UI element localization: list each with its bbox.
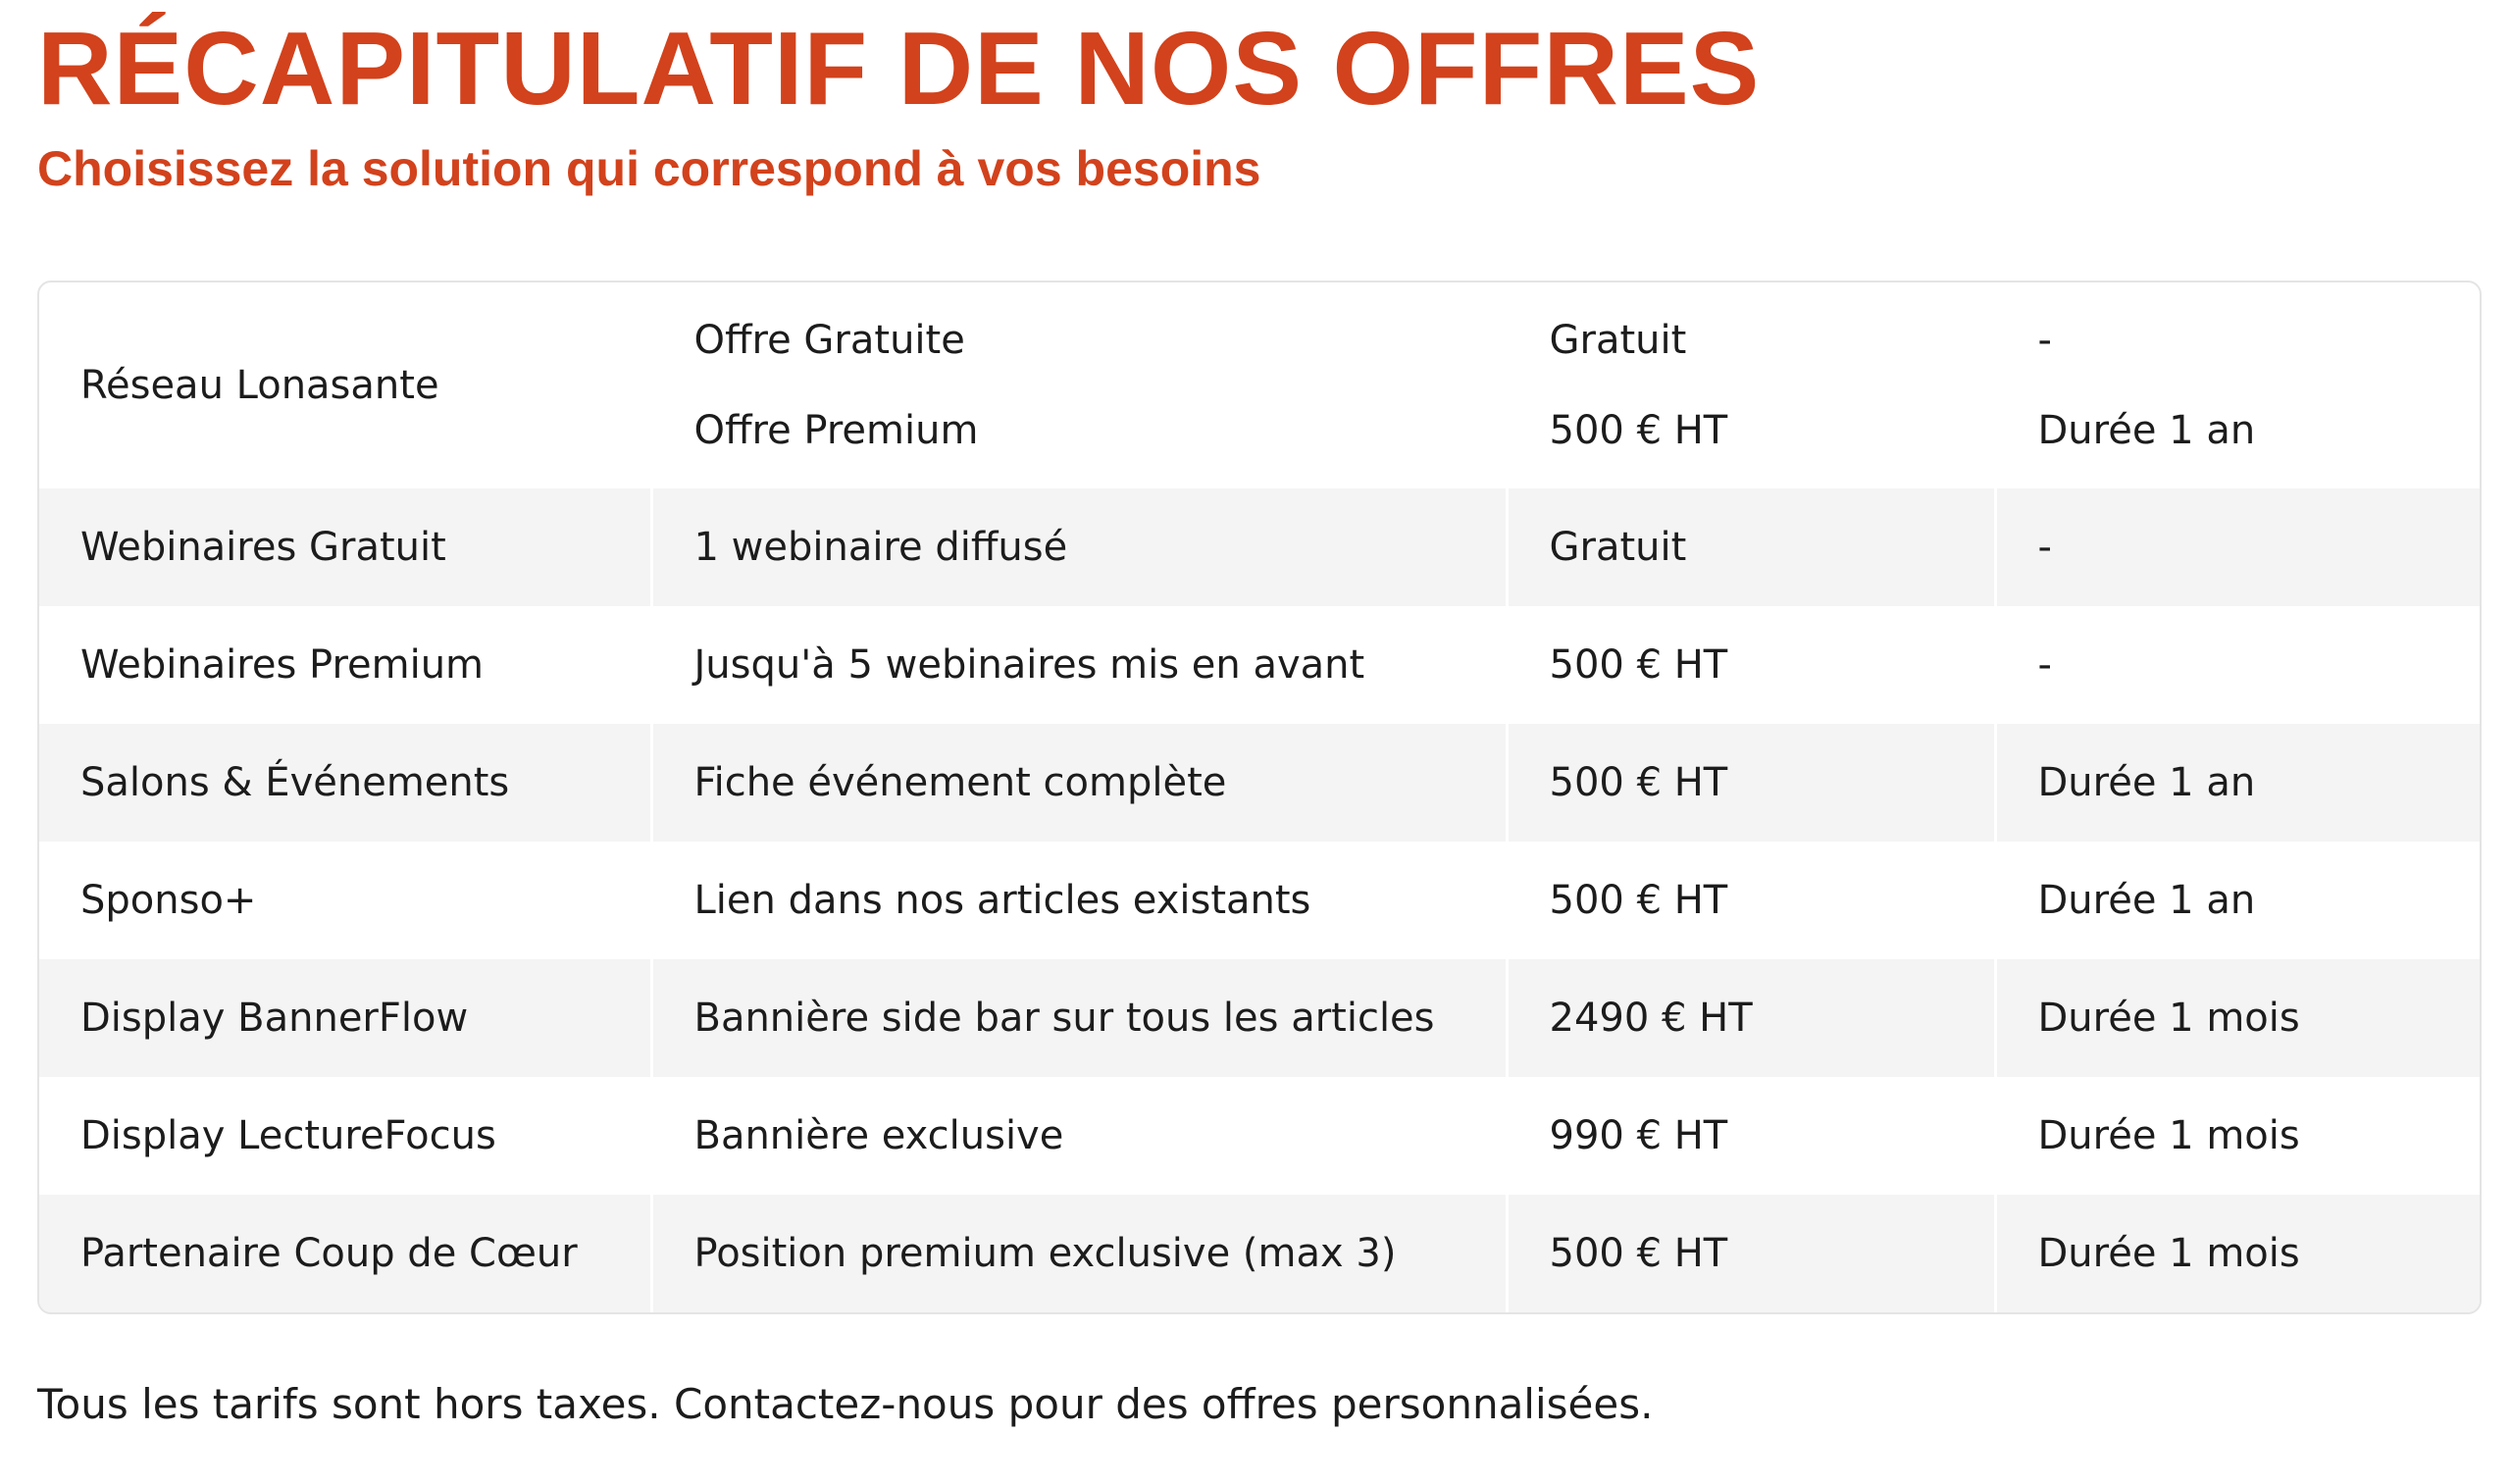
duration-value: - <box>1995 488 2480 606</box>
offer-description: Lien dans nos articles existants <box>651 842 1507 959</box>
service-name: Display LectureFocus <box>80 1113 496 1158</box>
price-value: Gratuit <box>1507 488 1995 606</box>
table-row-webinaires-gratuit <box>39 488 2480 606</box>
offers-table <box>39 282 2480 1312</box>
table-row-webinaires-premium <box>39 606 2480 724</box>
service-name: Réseau Lonasante <box>80 363 439 408</box>
price-value: 2490 € HT <box>1507 959 1995 1077</box>
duration-value: Durée 1 an <box>1995 724 2480 842</box>
price-value: 500 € HT <box>1507 842 1995 959</box>
offers-table-container <box>37 281 2482 1314</box>
price-value: 990 € HT <box>1507 1077 1995 1195</box>
price-value: 500 € HT <box>1507 1195 1995 1312</box>
service-name: Salons & Événements <box>39 724 651 842</box>
offer-description: Position premium exclusive (max 3) <box>651 1195 1507 1312</box>
duration-value: - <box>2037 318 2052 363</box>
table-row-sponso-plus <box>39 842 2480 959</box>
price-value: 500 € HT <box>1549 408 1728 453</box>
table-row-partenaire-coup-de-coeur <box>39 1195 2480 1312</box>
offer-description: Fiche événement complète <box>651 724 1507 842</box>
page-subtitle: Choisissez la solution qui correspond à vos besoins <box>37 141 1261 196</box>
service-name: Sponso+ <box>80 878 257 923</box>
price-value: 500 € HT <box>1507 724 1995 842</box>
duration-value: Durée 1 an <box>1995 842 2480 959</box>
offer-cell <box>651 282 1507 488</box>
service-name: Partenaire Coup de Cœur <box>39 1195 651 1312</box>
offer-description: Bannière exclusive <box>651 1077 1507 1195</box>
duration-value: Durée 1 mois <box>1995 959 2480 1077</box>
service-name: Webinaires Gratuit <box>39 488 651 606</box>
service-cell <box>39 282 651 488</box>
page-content <box>37 0 2480 1428</box>
duration-value: - <box>1995 606 2480 724</box>
table-row-reseau-lonasante <box>39 282 2480 488</box>
price-value: Gratuit <box>1549 318 1687 363</box>
duration-cell <box>1995 282 2480 488</box>
duration-value: Durée 1 mois <box>1995 1195 2480 1312</box>
table-row-display-bannerflow <box>39 959 2480 1077</box>
duration-value: Durée 1 an <box>2037 408 2256 453</box>
table-row-salons-evenements <box>39 724 2480 842</box>
page-title: RÉCAPITULATIF DE NOS OFFRES <box>37 11 1761 127</box>
table-row-display-lecturefocus <box>39 1077 2480 1195</box>
price-cell <box>1507 282 1995 488</box>
offer-description: Offre Premium <box>693 408 979 453</box>
service-name: Webinaires Premium <box>80 642 485 688</box>
pricing-footnote: Tous les tarifs sont hors taxes. Contactez-nous pour des offres personnalisées. <box>37 1380 1654 1428</box>
offer-description: Bannière side bar sur tous les articles <box>651 959 1507 1077</box>
service-name: Display BannerFlow <box>39 959 651 1077</box>
offer-description: 1 webinaire diffusé <box>651 488 1507 606</box>
price-value: 500 € HT <box>1507 606 1995 724</box>
offer-description: Offre Gratuite <box>693 318 965 363</box>
duration-value: Durée 1 mois <box>1995 1077 2480 1195</box>
offer-description: Jusqu'à 5 webinaires mis en avant <box>651 606 1507 724</box>
